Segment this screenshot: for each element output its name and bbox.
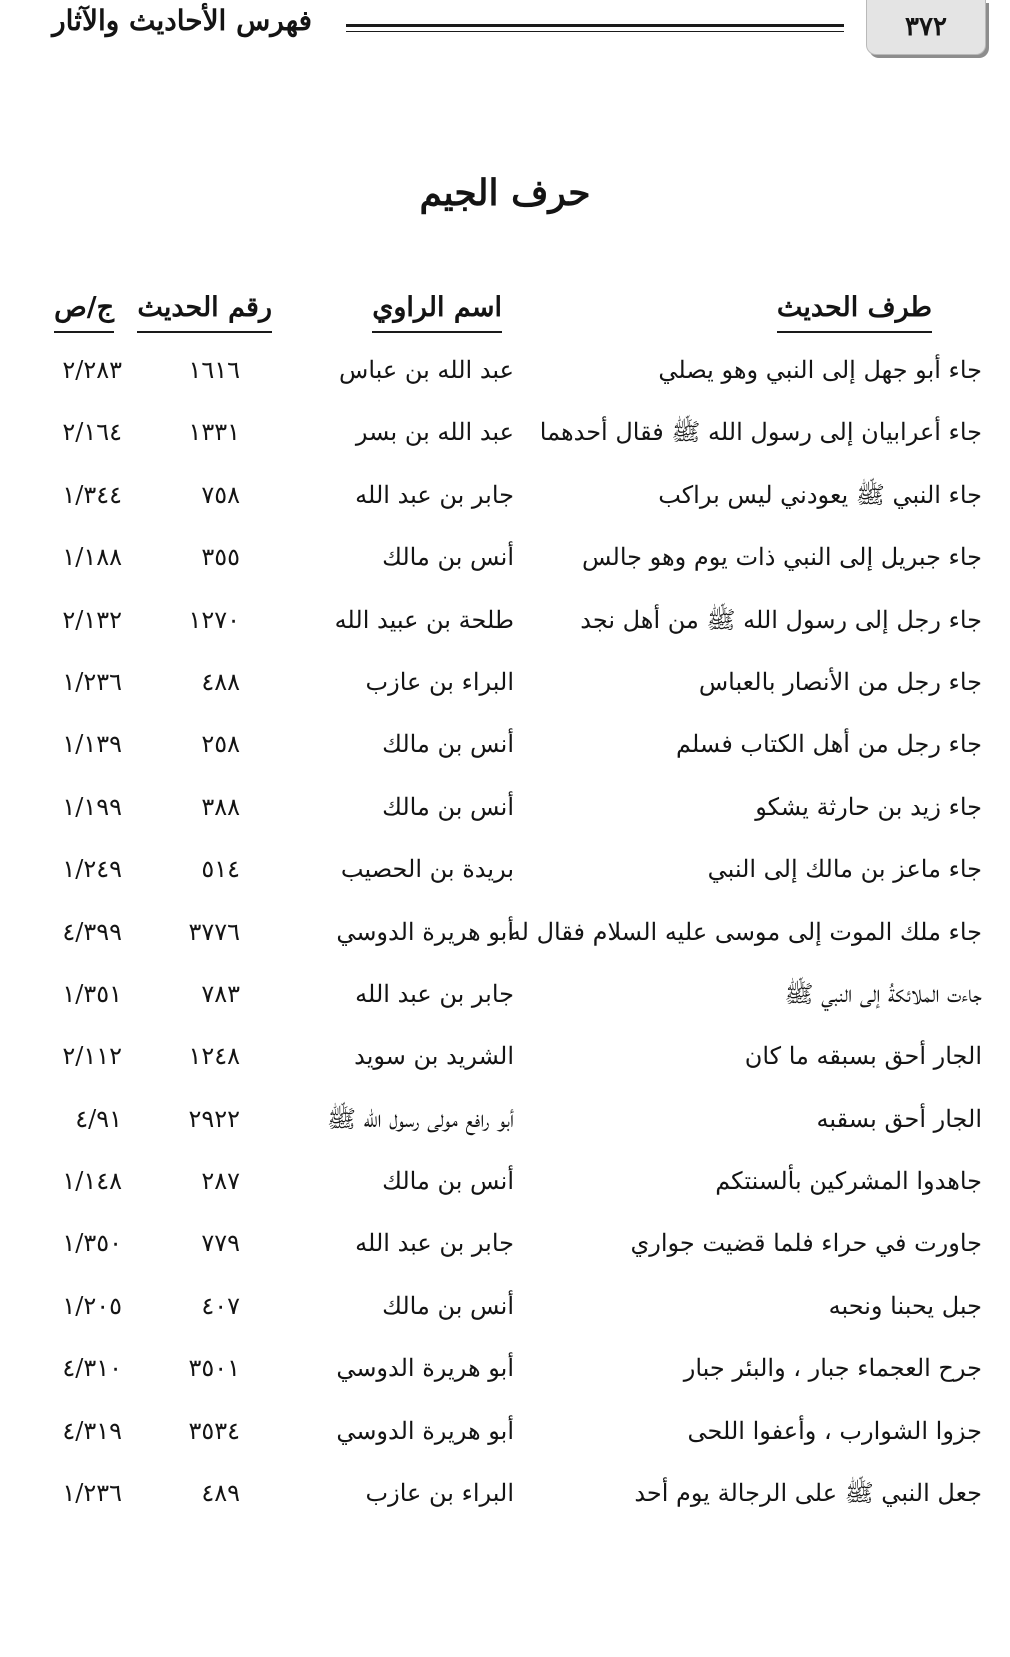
volume-page-ref: ٢/١٣٢ bbox=[62, 605, 122, 634]
volume-page-ref: ٤/٣٩٩ bbox=[62, 917, 122, 946]
table-row bbox=[0, 1282, 1010, 1344]
volume-page-ref: ١/٣٥١ bbox=[62, 979, 122, 1008]
volume-page-ref: ١/١٤٨ bbox=[62, 1167, 122, 1196]
volume-page-ref: ١/٢٤٩ bbox=[62, 855, 122, 884]
hadith-number: ٤٨٩ bbox=[201, 1479, 240, 1508]
volume-page-ref: ١/٢٣٦ bbox=[62, 667, 122, 696]
hadith-text: جاورت في حراء فلما قضيت جواري bbox=[630, 1229, 982, 1258]
hadith-number: ٧٨٣ bbox=[201, 979, 240, 1008]
table-row bbox=[0, 596, 1010, 658]
table-row bbox=[0, 1032, 1010, 1094]
volume-page-ref: ٤/٣١٩ bbox=[62, 1416, 122, 1445]
hadith-text: جاهدوا المشركين بألسنتكم bbox=[715, 1167, 982, 1196]
hadith-text: جاء جبريل إلى النبي ذات يوم وهو جالس bbox=[581, 543, 982, 572]
table-row bbox=[0, 845, 1010, 907]
hadith-number: ١٢٧٠ bbox=[188, 605, 240, 634]
table-row bbox=[0, 783, 1010, 845]
volume-page-ref: ١/١٣٩ bbox=[62, 730, 122, 759]
hadith-number: ١٢٤٨ bbox=[188, 1042, 240, 1071]
table-row bbox=[0, 533, 1010, 595]
narrator-name: أبو هريرة الدوسي bbox=[336, 1354, 514, 1383]
hadith-text: جاء النبي ﷺ يعودني ليس براكب bbox=[658, 480, 982, 509]
column-header-text: طرف الحديث bbox=[777, 285, 932, 333]
narrator-name: البراء بن عازب bbox=[365, 667, 514, 696]
table-row bbox=[0, 720, 1010, 782]
narrator-name: أنس بن مالك bbox=[382, 730, 514, 759]
hadith-text: الجار أحق بسقبه bbox=[816, 1104, 982, 1133]
table-row bbox=[0, 970, 1010, 1032]
header-rule bbox=[346, 24, 844, 27]
narrator-name: جابر بن عبد الله bbox=[355, 480, 514, 509]
hadith-text: جاء رجل إلى رسول الله ﷺ من أهل نجد bbox=[580, 605, 982, 634]
table-row bbox=[0, 1095, 1010, 1157]
hadith-text: جاء أعرابيان إلى رسول الله ﷺ فقال أحدهما bbox=[539, 418, 982, 447]
volume-page-ref: ٢/١٦٤ bbox=[62, 418, 122, 447]
table-row bbox=[0, 908, 1010, 970]
hadith-index-table bbox=[0, 346, 1010, 1531]
volume-page-ref: ١/٢٣٦ bbox=[62, 1479, 122, 1508]
hadith-text: جاء زيد بن حارثة يشكو bbox=[755, 792, 982, 821]
column-header-reference: ج/ص bbox=[54, 285, 114, 333]
volume-page-ref: ٢/٢٨٣ bbox=[62, 356, 122, 384]
hadith-text: جاء ملك الموت إلى موسى عليه السلام فقال له bbox=[508, 917, 982, 946]
hadith-number: ٢٩٢٢ bbox=[188, 1104, 240, 1133]
table-row bbox=[0, 408, 1010, 470]
column-header-number: رقم الحديث bbox=[137, 285, 272, 333]
hadith-number: ٧٥٨ bbox=[201, 480, 240, 509]
running-title: فهرس الأحاديث والآثار bbox=[52, 4, 312, 37]
hadith-number: ٢٨٧ bbox=[201, 1167, 240, 1196]
narrator-name: جابر بن عبد الله bbox=[355, 979, 514, 1008]
hadith-text: جبل يحبنا ونحبه bbox=[828, 1291, 982, 1320]
page-header bbox=[0, 0, 1010, 80]
hadith-number: ٣٥٠١ bbox=[188, 1354, 240, 1383]
hadith-text: جاء ماعز بن مالك إلى النبي bbox=[707, 855, 982, 884]
hadith-number: ٣٥٥ bbox=[201, 543, 240, 572]
hadith-number: ٧٧٩ bbox=[201, 1229, 240, 1258]
volume-page-ref: ١/١٩٩ bbox=[62, 792, 122, 821]
table-row bbox=[0, 1407, 1010, 1469]
narrator-name: بريدة بن الحصيب bbox=[340, 855, 514, 884]
hadith-number: ٥١٤ bbox=[201, 855, 240, 884]
hadith-text: جاء رجل من الأنصار بالعباس bbox=[698, 667, 982, 696]
hadith-number: ٤٨٨ bbox=[201, 667, 240, 696]
narrator-name: طلحة بن عبيد الله bbox=[334, 605, 514, 634]
hadith-text: الجار أحق بسبقه ما كان bbox=[744, 1042, 982, 1071]
hadith-number: ٣٧٧٦ bbox=[188, 917, 240, 946]
table-row bbox=[0, 1469, 1010, 1531]
narrator-name: الشريد بن سويد bbox=[354, 1042, 514, 1071]
table-row bbox=[0, 471, 1010, 533]
narrator-name: عبد الله بن عباس bbox=[339, 356, 514, 384]
table-row bbox=[0, 1344, 1010, 1406]
narrator-name: أبو هريرة الدوسي bbox=[336, 1416, 514, 1445]
volume-page-ref: ١/١٨٨ bbox=[62, 543, 122, 572]
volume-page-ref: ٤/٣١٠ bbox=[62, 1354, 122, 1383]
hadith-text: جاء رجل من أهل الكتاب فسلم bbox=[676, 730, 982, 759]
column-header-narrator: اسم الراوي bbox=[372, 285, 502, 333]
narrator-name: البراء بن عازب bbox=[365, 1479, 514, 1508]
hadith-text: جاءت الملائكةُ إلى النبي ﷺ bbox=[784, 979, 982, 1008]
hadith-number: ٣٨٨ bbox=[201, 792, 240, 821]
volume-page-ref: ٢/١١٢ bbox=[62, 1042, 122, 1071]
narrator-name: جابر بن عبد الله bbox=[355, 1229, 514, 1258]
volume-page-ref: ١/٣٥٠ bbox=[62, 1229, 122, 1258]
page-number: ٣٧٢ bbox=[866, 0, 986, 55]
narrator-name: أنس بن مالك bbox=[382, 543, 514, 572]
narrator-name: عبد الله بن بسر bbox=[355, 418, 514, 447]
hadith-number: ٣٥٣٤ bbox=[188, 1416, 240, 1445]
table-row bbox=[0, 346, 1010, 408]
table-row bbox=[0, 1219, 1010, 1281]
hadith-number: ١٦١٦ bbox=[188, 356, 240, 384]
narrator-name: أبو هريرة الدوسي bbox=[336, 917, 514, 946]
hadith-text: جرح العجماء جبار ، والبئر جبار bbox=[683, 1354, 982, 1383]
narrator-name: أنس بن مالك bbox=[382, 1291, 514, 1320]
volume-page-ref: ٤/٩١ bbox=[75, 1104, 122, 1133]
narrator-name: أنس بن مالك bbox=[382, 1167, 514, 1196]
volume-page-ref: ١/٢٠٥ bbox=[62, 1291, 122, 1320]
hadith-number: ١٣٣١ bbox=[188, 418, 240, 447]
hadith-text: جاء أبو جهل إلى النبي وهو يصلي bbox=[658, 356, 982, 384]
hadith-text: جزوا الشوارب ، وأعفوا اللحى bbox=[687, 1416, 982, 1445]
hadith-number: ٤٠٧ bbox=[201, 1291, 240, 1320]
hadith-text: جعل النبي ﷺ على الرجالة يوم أحد bbox=[634, 1479, 982, 1508]
narrator-name: أنس بن مالك bbox=[382, 792, 514, 821]
narrator-name: أبو رافع مولى رسول الله ﷺ bbox=[326, 1104, 514, 1133]
section-title: حرف الجيم bbox=[419, 172, 591, 214]
volume-page-ref: ١/٣٤٤ bbox=[62, 480, 122, 509]
header-rule-thin bbox=[346, 31, 844, 32]
table-row bbox=[0, 1157, 1010, 1219]
hadith-number: ٢٥٨ bbox=[201, 730, 240, 759]
table-row bbox=[0, 658, 1010, 720]
